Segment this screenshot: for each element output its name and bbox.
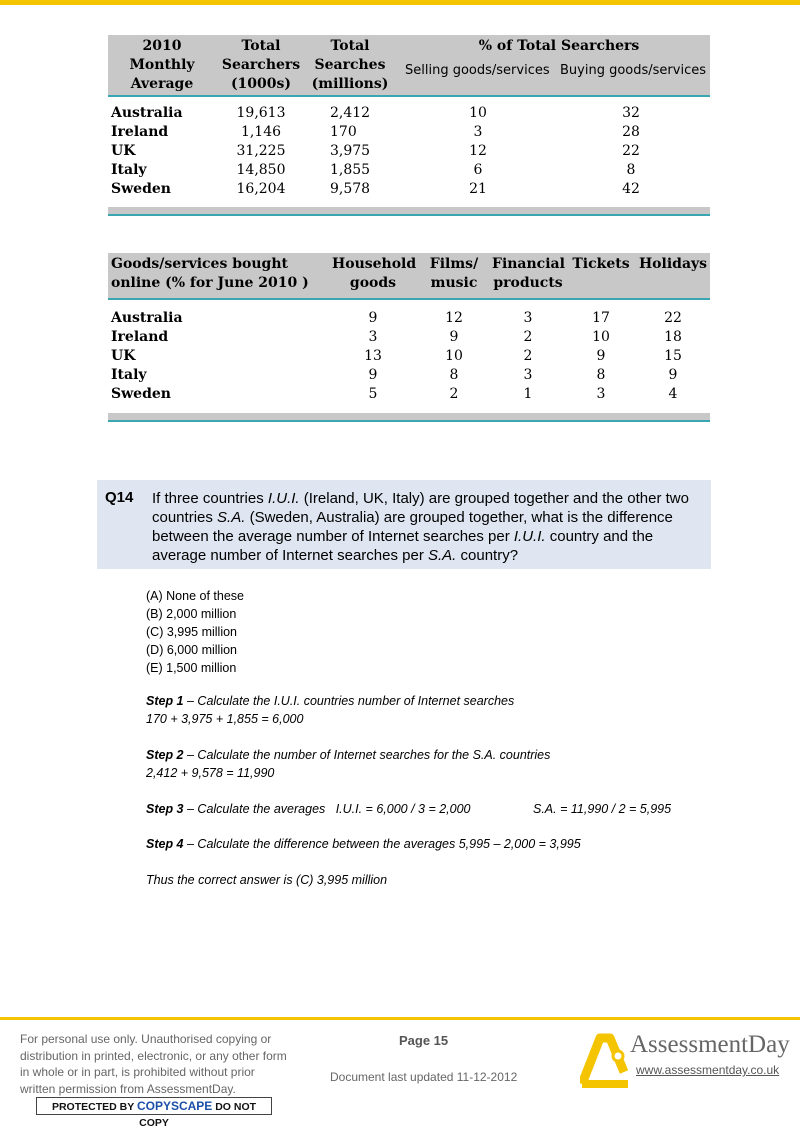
copyscape-badge[interactable]: PROTECTED BY COPYSCAPE DO NOT COPY xyxy=(36,1097,272,1115)
header-tickets: Tickets xyxy=(572,256,630,272)
table-row: Sweden 5 2 1 3 4 xyxy=(111,386,678,402)
goods-bought-table xyxy=(108,253,710,423)
question-text: If three countries I.U.I. (Ireland, UK, Italy) are grouped together and the other two countries S.A. (Sweden, Australia) are grouped together, what is the difference between the average number of Internet searches per I.U.I. country and the average number of Internet searches per S.A. country? xyxy=(152,490,689,564)
table-row: UK 13 10 2 9 15 xyxy=(111,348,682,364)
header-films: Films/ music xyxy=(429,256,479,291)
option-a[interactable]: (A) None of these xyxy=(146,589,244,603)
option-d[interactable]: (D) 6,000 million xyxy=(146,643,238,657)
table-row: Sweden 16,204 9,578 21 42 xyxy=(111,181,640,197)
answer-options xyxy=(146,587,244,677)
header-percent-group: % of Total Searchers xyxy=(478,38,640,54)
copyright-notice: For personal use only. Unauthorised copying or distribution in printed, electronic, or any other form in whole or in part, is prohibited without prior written permission from AssessmentDay. xyxy=(20,1032,287,1096)
table-header xyxy=(108,253,710,300)
header-selling: Selling goods/services xyxy=(405,63,550,78)
brand-name: AssessmentDay xyxy=(630,1031,790,1058)
question-box xyxy=(97,480,711,569)
step-1: Step 1 – Calculate the I.U.I. countries number of Internet searches 170 + 3,975 + 1,855 = 6,000 xyxy=(146,694,515,726)
header-goods-bought: Goods/services bought online (% for June 2010 ) xyxy=(111,256,309,291)
footer-divider xyxy=(0,1017,800,1020)
page-number: Page 15 xyxy=(399,1033,449,1048)
step-4: Step 4 – Calculate the difference between the averages 5,995 – 2,000 = 3,995 xyxy=(146,837,581,851)
table-row: Italy 14,850 1,855 6 8 xyxy=(111,162,636,178)
step-2: Step 2 – Calculate the number of Internet searches for the S.A. countries 2,412 + 9,578 = 11,990 xyxy=(146,748,551,780)
option-e[interactable]: (E) 1,500 million xyxy=(146,661,237,675)
table-footer-bar xyxy=(108,413,710,422)
table-row: Italy 9 8 3 8 9 xyxy=(111,367,678,383)
header-total-searchers: Total Searchers (1000s) xyxy=(221,38,301,92)
header-total-searches: Total Searches (millions) xyxy=(311,38,389,92)
table-row: UK 31,225 3,975 12 22 xyxy=(111,143,640,159)
header-financial: Financial products xyxy=(492,256,565,291)
step-3: Step 3 – Calculate the averages I.U.I. = 6,000 / 3 = 2,000 S.A. = 11,990 / 2 = 5,995 xyxy=(146,802,672,816)
header-household: Household goods xyxy=(332,256,417,291)
table-row: Australia 9 12 3 17 22 xyxy=(111,310,682,326)
website-link[interactable]: www.assessmentday.co.uk xyxy=(636,1063,780,1077)
table-footer-bar xyxy=(108,207,710,216)
table-row: Ireland 1,146 170 3 28 xyxy=(111,124,640,140)
header-buying: Buying goods/services xyxy=(560,63,706,78)
question-number: Q14 xyxy=(105,489,134,506)
header-monthly-average: 2010 Monthly Average xyxy=(129,38,195,92)
table-row: Australia 19,613 2,412 10 32 xyxy=(111,105,640,121)
last-updated: Document last updated 11-12-2012 xyxy=(330,1070,518,1084)
table-header xyxy=(108,35,710,97)
option-b[interactable]: (B) 2,000 million xyxy=(146,607,237,621)
option-c[interactable]: (C) 3,995 million xyxy=(146,625,238,639)
conclusion: Thus the correct answer is (C) 3,995 million xyxy=(146,873,388,887)
top-accent-bar xyxy=(0,0,800,5)
table-row: Ireland 3 9 2 10 18 xyxy=(111,329,682,345)
header-holidays: Holidays xyxy=(638,256,708,272)
search-stats-table xyxy=(108,35,710,217)
